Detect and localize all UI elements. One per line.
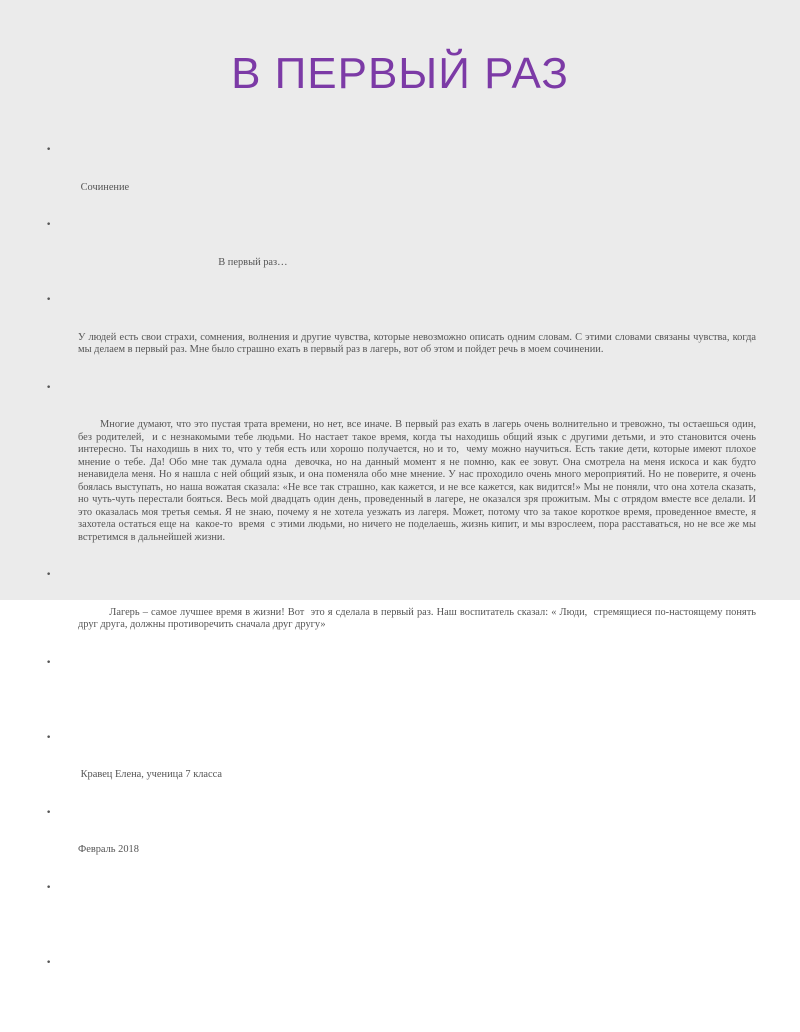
empty-line xyxy=(78,994,756,1007)
bullet-icon: • xyxy=(46,882,52,893)
paragraph-intro: У людей есть свои страхи, сомнения, волнения и другие чувства, которые невозможно описать одним словам. С этими словами связаны чувства, когда мы делаем в первый раз. Мне было страшно ехать в первый раз в лагерь, вот об этом и пойдет речь в моем сочинении. xyxy=(78,331,759,355)
date-line: Февраль 2018 xyxy=(78,844,139,855)
bullet-icon: • xyxy=(46,657,52,668)
essay-label: Сочинение xyxy=(78,181,130,193)
essay-body xyxy=(46,144,762,1032)
list-item-empty xyxy=(46,882,756,957)
bullet-icon: • xyxy=(46,570,52,580)
bullet-icon: • xyxy=(46,295,52,305)
list-item-paragraph xyxy=(46,569,759,657)
list-item-paragraph xyxy=(46,294,759,382)
bullet-icon: • xyxy=(46,382,52,393)
essay-subtitle: В первый раз… xyxy=(78,256,288,268)
list-item-paragraph xyxy=(46,382,762,570)
paragraph-conclusion: Лагерь – самое лучшее время в жизни! Вот это я сделала в первый раз. Наш воспитатель сказал: « Люди, стремящиеся по-настоящему понять друг друга, должны противоречить сначала друг другу» xyxy=(78,606,759,630)
bullet-icon: • xyxy=(46,732,52,743)
bullet-icon: • xyxy=(46,807,52,818)
list-item-heading xyxy=(46,144,756,219)
list-item-subtitle xyxy=(46,219,756,294)
list-item-empty xyxy=(46,657,756,732)
bullet-icon: • xyxy=(46,220,52,230)
list-item-empty xyxy=(46,957,756,1032)
list-item-date xyxy=(46,807,756,882)
slide-title: В ПЕРВЫЙ РАЗ xyxy=(231,49,569,98)
list-item-author xyxy=(46,732,756,807)
empty-line xyxy=(78,694,756,707)
bullet-icon: • xyxy=(46,145,52,155)
author-line: Кравец Елена, ученица 7 класса xyxy=(78,769,222,780)
paragraph-main: Многие думают, что это пустая трата времени, но нет, все иначе. В первый раз ехать в лагерь очень волнительно и тревожно, ты остаешься один, без родителей, и с незнакомыми тебе людьми. Но настает такое время, когда ты находишь общий язык с другими детьми, и это становится очень интересно. Ты находишь в них то, что у тебя есть или хорошо получается, но и то, чему можно научиться. Есть такие дети, которые имеют плохое мнение о тебе. Да! Обо мне так думала одна девочка, но на данный момент я не помню, как ее зовут. Она смотрела на меня искоса и как будто ненавидела меня. Но я нашла с ней общий язык, и она поменяла обо мне мнение. У нас проходило очень много мероприятий. Но не поверите, я очень боялась выступать, но наша вожатая сказала: «Не все так страшно, как кажется, и не все кажется, как видится!» Мы не поняли, что она хотела сказать, но чуть-чуть перестали бояться. Весь мой двадцать один день, проведенный в лагере, не оказался зря прожитым. Мы с отрядом вместе все делали. И это оказалась моя третья семья. Я не знаю, почему я не хотела уезжать из лагеря. Может, потому что за такое короткое время, проведенное вместе, я захотела остаться еще на какое-то время с этими людьми, но ничего не поделаешь, жизнь кипит, и мы взрослеем, пора расставаться, но не все же мы встретимся в дальнейшей жизни. xyxy=(78,419,762,543)
empty-line xyxy=(78,919,756,932)
bullet-icon: • xyxy=(46,957,52,968)
